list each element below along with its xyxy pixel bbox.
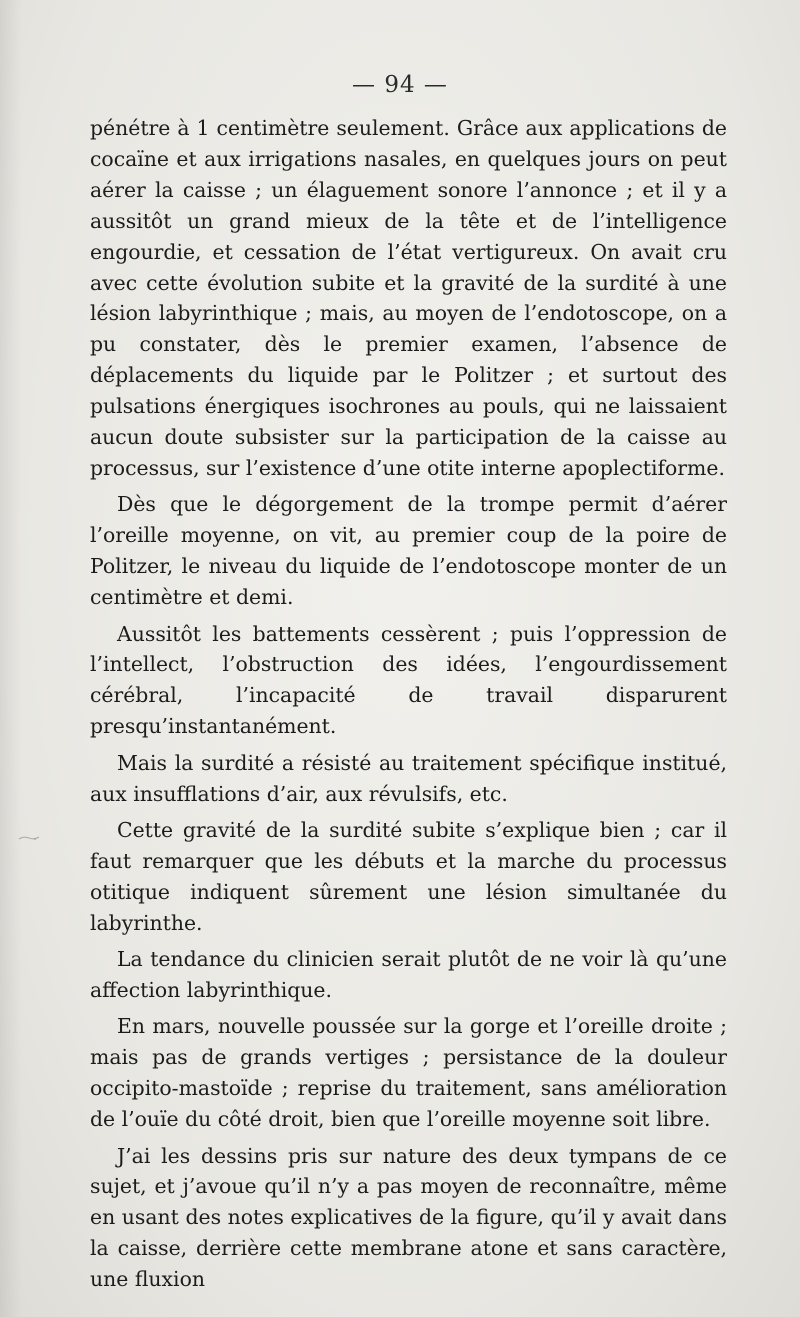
paragraph-3: Aussitôt les battements cessèrent ; puis l’oppression de l’intellect, l’obstruction des idées, l’engourdissement cérébral, l’incapacité de travail disparurent presqu’instantanément. [90,621,727,739]
paragraph-7: En mars, nouvelle poussée sur la gorge et l’oreille droite ; mais pas de grands vertiges ; persistance de la douleur occipito-mastoïde ; reprise du traitement, sans amélioration de l’ouïe du côté droit, bien que l’oreille moyenne soit libre. [90,1014,727,1132]
page-gutter-shadow [0,0,22,1317]
paragraph-5: Cette gravité de la surdité subite s’explique bien ; car il faut remarquer que les débuts et la marche du processus otitique indiquent sûrement une lésion simultanée du labyrinthe. [90,817,727,935]
paragraph-6: La tendance du clinicien serait plutôt de ne voir là qu’une affection labyrinthique. [90,947,727,1002]
paragraph-2: Dès que le dégorgement de la trompe permit d’aérer l’oreille moyenne, on vit, au premier coup de la poire de Politzer, le niveau du liquide de l’endotoscope monter de un centimètre et demi. [90,492,727,610]
body-text [90,113,727,1295]
paper-speck-mark [18,834,40,842]
paragraph-8: J’ai les dessins pris sur nature des deux tympans de ce sujet, et j’avoue qu’il n’y a pas moyen de reconnaître, même en usant des notes explicatives de la figure, qu’il y avait dans la caisse, derrière cette membrane atone et sans caractère, une fluxion [90,1143,727,1292]
paragraph-1: pénétre à 1 centimètre seulement. Grâce aux applications de cocaïne et aux irrigations nasales, en quelques jours on peut aérer la caisse ; un élaguement sonore l’annonce ; et il y a aussitôt un grand mieux de la tête et de l’intelligence engourdie, et cessation de l’état vertigureux. On avait cru avec cette évolution subite et la gravité de la surdité à une lésion labyrinthique ; mais, au moyen de l’endotoscope, on a pu constater, dès le premier examen, l’absence de déplacements du liquide par le Politzer ; et surtout des pulsations énergiques isochrones au pouls, qui ne laissaient aucun doute subsister sur la participation de la caisse au processus, sur l’existence d’une otite interne apoplectiforme. [90,116,727,480]
paragraph-4: Mais la surdité a résisté au traitement spécifique institué, aux insufflations d’air, aux révulsifs, etc. [90,750,727,806]
page-number: — 94 — [352,72,448,98]
